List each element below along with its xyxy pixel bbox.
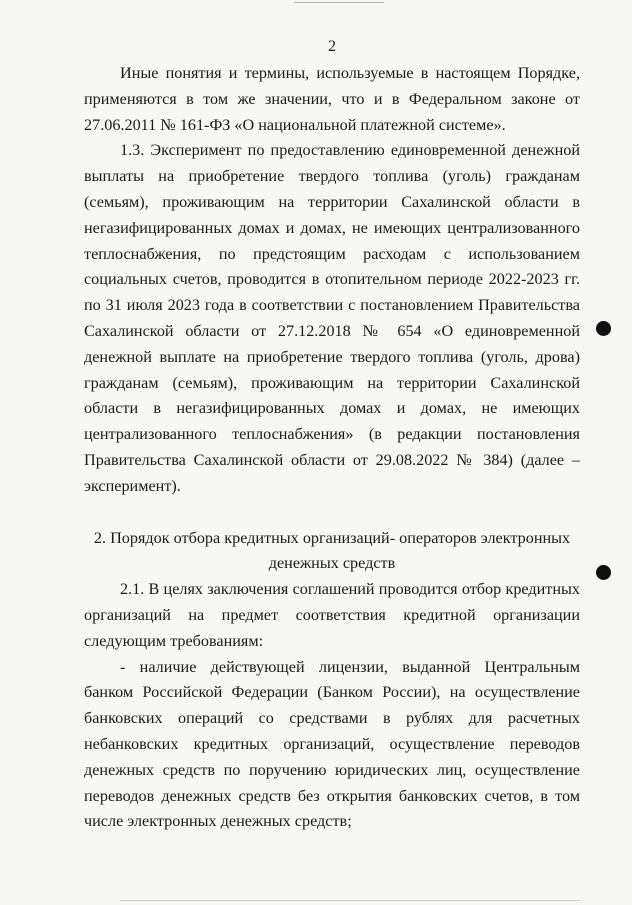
page-number: 2 bbox=[328, 38, 336, 55]
paragraph-1-3: 1.3. Эксперимент по предоставлению единовременной денежной выплаты на приобретение твердого топлива (уголь) гражданам (семьям), проживающим на территории Сахалинской области в негазифицированных домах и домах, не имеющих централизованного теплоснабжения, по предстоящим расходам с использованием социальных счетов, проводится в отопительном периоде 2022-2023 гг. по 31 июля 2023 года в соответствии с постановлением Правительства Сахалинской области от 27.12.2018 № 654 «О единовременной денежной выплате на приобретение твердого топлива (уголь, дрова) гражданам (семьям), проживающим на территории Сахалинской области в негазифицированных домах и домах, не имеющих централизованного теплоснабжения» (в редакции постановления Правительства Сахалинской области от 29.08.2022 № 384) (далее – эксперимент). bbox=[84, 141, 580, 495]
paragraph-license: - наличие действующей лицензии, выданной Центральным банком Российской Федерации (Банком России), на осуществление банковских операций со средствами в рублях для расчетных небанковских кредитных организаций, осуществление переводов денежных средств по поручению юридических лиц, осуществление переводов денежных средств без открытия банковских счетов, в том числе электронных денежных средств; bbox=[84, 657, 580, 831]
section-heading-line-2: денежных средств bbox=[268, 554, 396, 573]
paragraph-terms: Иные понятия и термины, используемые в настоящем Порядке, применяются в том же значении, что и в Федеральном законе от 27.06.2011 № 161-ФЗ «О национальной платежной системе». bbox=[84, 64, 580, 134]
document-body bbox=[84, 61, 580, 835]
scan-artifact-line bbox=[294, 2, 384, 3]
punch-hole-mark bbox=[596, 321, 611, 336]
section-heading-line-1: 2. Порядок отбора кредитных организаций- операторов электронных bbox=[93, 528, 571, 547]
paragraph-2-1: 2.1. В целях заключения соглашений проводится отбор кредитных организаций на предмет соответствия кредитной организации следующим требованиям: bbox=[84, 580, 580, 650]
scan-artifact-line bbox=[120, 900, 580, 901]
section-heading bbox=[84, 526, 580, 578]
punch-hole-mark bbox=[596, 565, 611, 580]
